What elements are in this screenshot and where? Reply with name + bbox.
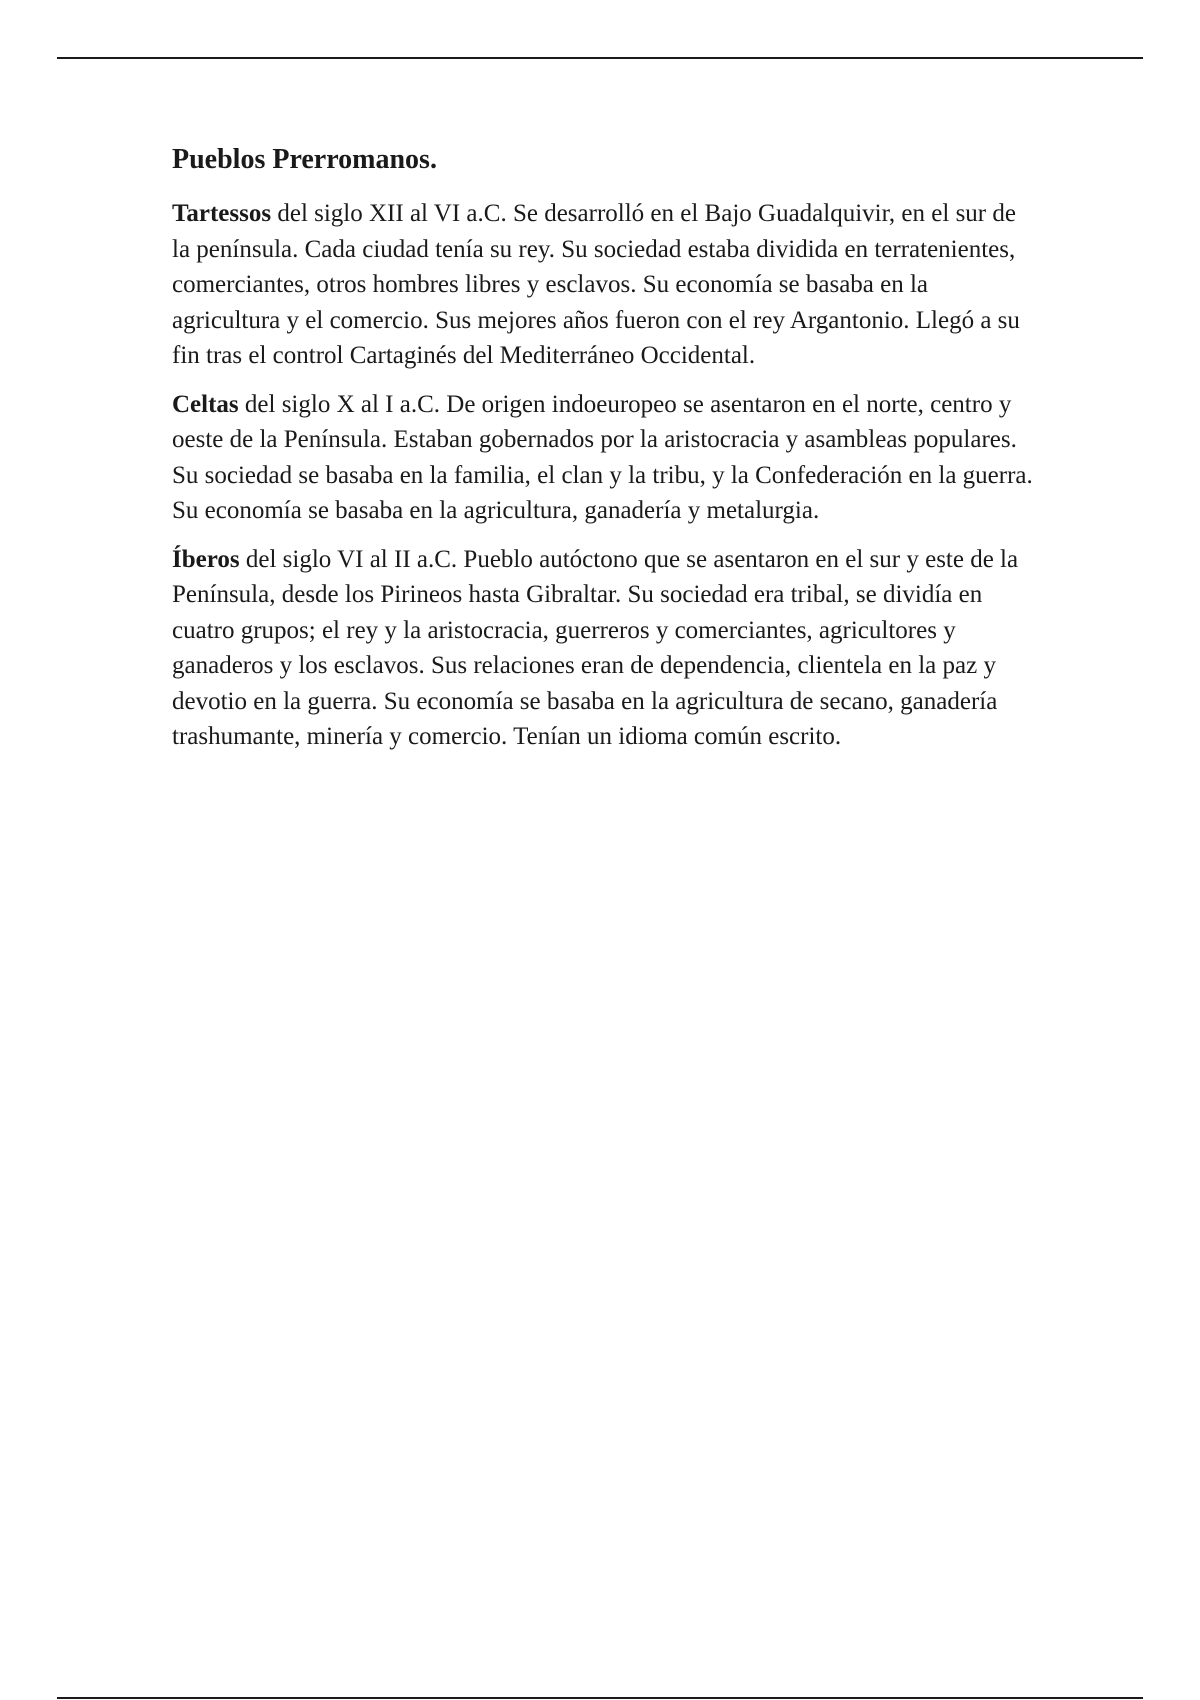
term-tartessos: Tartessos <box>172 200 272 227</box>
paragraph-tartessos-text: del siglo XII al VI a.C. Se desarrolló en el Bajo Guadalquivir, en el sur de la península. Cada ciudad tenía su rey. Su sociedad estaba dividida en terratenientes, comerciantes, otros hombres libres y esclavos. Su economía se basaba en la agricultura y el comercio. Sus mejores años fueron con el rey Argantonio. Llegó a su fin tras el control Cartaginés del Mediterráneo Occidental. <box>172 200 1020 369</box>
top-divider <box>57 57 1143 59</box>
paragraph-iberos-text: del siglo VI al II a.C. Pueblo autóctono que se asentaron en el sur y este de la Península, desde los Pirineos hasta Gibraltar. Su sociedad era tribal, se dividía en cuatro grupos; el rey y la aristocracia, guerreros y comerciantes, agricultores y ganaderos y los esclavos. Sus relaciones eran de dependencia, clientela en la paz y devotio en la guerra. Su economía se basaba en la agricultura de secano, ganadería trashumante, minería y comercio. Tenían un idioma común escrito. <box>172 545 1019 750</box>
paragraph-iberos <box>172 542 1038 755</box>
term-iberos: Íberos <box>172 545 240 573</box>
paragraph-tartessos <box>172 196 1038 374</box>
paragraph-celtas <box>172 387 1038 529</box>
term-celtas: Celtas <box>172 390 239 418</box>
document-title: Pueblos Prerromanos. <box>172 144 437 175</box>
bottom-divider <box>57 1697 1143 1699</box>
paragraph-celtas-text: del siglo X al I a.C. De origen indoeuropeo se asentaron en el norte, centro y oeste de la Península. Estaban gobernados por la aristocracia y asambleas populares. Su sociedad se basaba en la familia, el clan y la tribu, y la Confederación en la guerra. Su economía se basaba en la agricultura, ganadería y metalurgia. <box>172 390 1033 524</box>
document-body <box>172 140 1038 768</box>
